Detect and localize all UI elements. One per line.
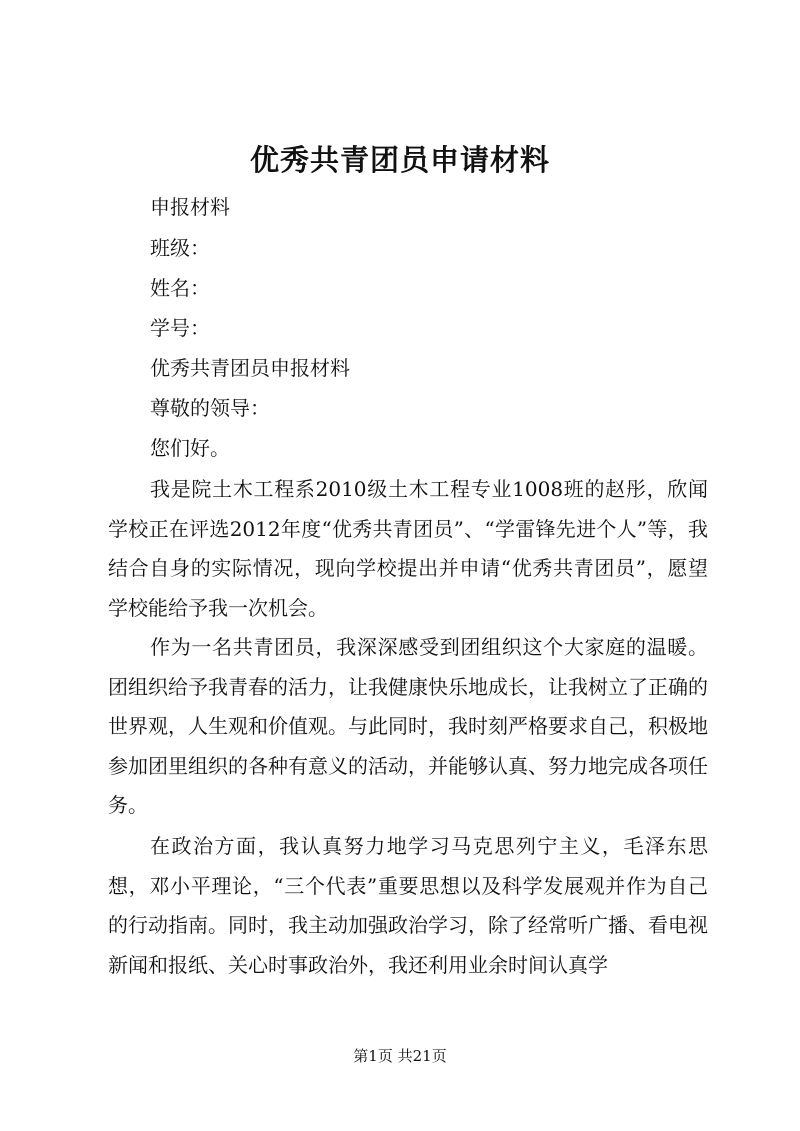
document-title: 优秀共青团员申请材料 bbox=[249, 143, 550, 177]
class-label: 班级： bbox=[150, 236, 210, 260]
subtitle: 优秀共青团员申报材料 bbox=[150, 356, 350, 380]
salutation: 尊敬的领导： bbox=[150, 396, 270, 420]
body-paragraph: 在政治方面，我认真努力地学习马克思列宁主义，毛泽东思想，邓小平理论，“三个代表”重要思想以及科学发展观并作为自己的行动指南。同时，我主动加强政治学习，除了经常听广播、看电视新闻和报纸、关心时事政治外，我还利用业余时间认真学 bbox=[108, 834, 708, 977]
page-footer: 第1页 共21页 bbox=[353, 1047, 447, 1065]
heading-label: 申报材料 bbox=[150, 195, 230, 219]
body-paragraph: 我是院土木工程系2010级土木工程专业1008班的赵彤，欣闻学校正在评选2012年度“优秀共青团员”、“学雷锋先进个人”等，我结合自身的实际情况，现向学校提出并申请“优秀共青团员”，愿望学校能给予我一次机会。 bbox=[108, 477, 708, 620]
name-label: 姓名： bbox=[150, 276, 210, 300]
body-paragraph: 作为一名共青团员，我深深感受到团组织这个大家庭的温暖。团组织给予我青春的活力，让我健康快乐地成长，让我树立了正确的世界观，人生观和价值观。与此同时，我时刻严格要求自己，积极地参加团里组织的各种有意义的活动，并能够认真、努力地完成各项任务。 bbox=[108, 635, 708, 817]
student-id-label: 学号： bbox=[150, 316, 210, 340]
greeting: 您们好。 bbox=[150, 436, 230, 460]
